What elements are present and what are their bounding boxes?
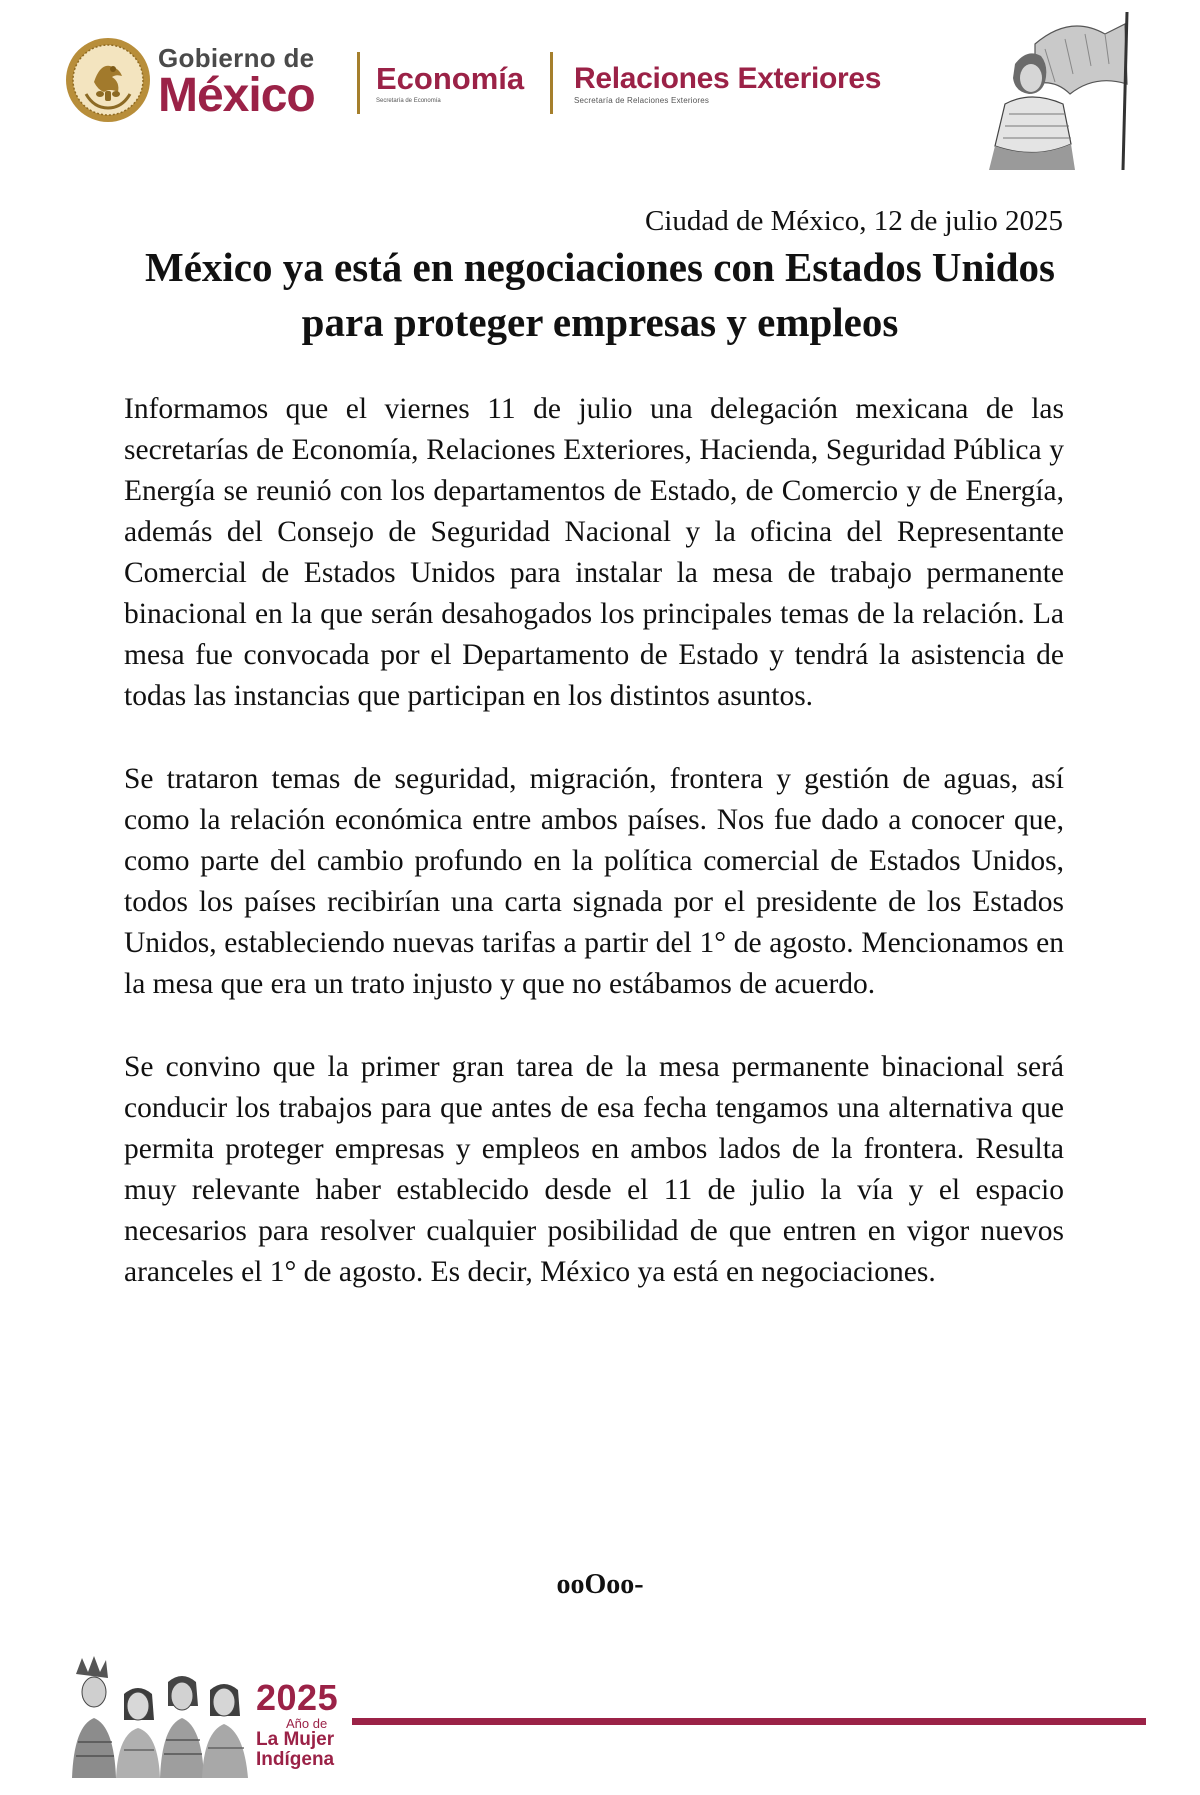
relaciones-logo-subtitle: Secretaría de Relaciones Exteriores: [574, 96, 710, 105]
year-logo-line2: La Mujer: [256, 1729, 335, 1750]
relaciones-exteriores-logo: [574, 62, 894, 106]
gobierno-de-mexico-logo: [158, 44, 348, 120]
indigenous-women-illustration: [68, 1656, 250, 1778]
logo-divider: [550, 52, 553, 114]
press-release-headline: México ya está en negociaciones con Estados Unidos para proteger empresas y empleos: [145, 244, 1055, 345]
footer-rule: [352, 1718, 1146, 1725]
press-release-body: [124, 389, 1064, 1335]
gobierno-logo-line1: Gobierno de: [158, 43, 315, 73]
year-of-indigenous-woman-logo: [256, 1677, 376, 1770]
economia-logo-subtitle: Secretaría de Economía: [376, 98, 441, 104]
year-logo-line1: Año de: [286, 1716, 328, 1731]
coat-of-arms-seal-icon: [64, 36, 152, 124]
year-number: 2025: [256, 1677, 339, 1718]
letterhead: [0, 0, 1200, 180]
dateline: Ciudad de México, 12 de julio 2025: [644, 205, 1063, 237]
body-paragraph: Se convino que la primer gran tarea de la mesa permanente binacional será conducir los trabajos para que antes de esa fecha tengamos una alternativa que permita proteger empresas y empleos en ambos lados de la frontera. Resulta muy relevante haber establecido desde el 11 de julio la vía y el espacio necesarios para resolver cualquier posibilidad de que entren en vigor nuevos aranceles el 1° de agosto. Es decir, México ya está en negociaciones.: [124, 1051, 1064, 1288]
woman-with-flag-illustration: [975, 4, 1135, 170]
body-paragraph: Informamos que el viernes 11 de julio una delegación mexicana de las secretarías de Economía, Relaciones Exteriores, Hacienda, Seguridad Pública y Energía se reunió con los departamentos de Estado, de Comercio y de Energía, además del Consejo de Seguridad Nacional y la oficina del Representante Comercial de Estados Unidos para instalar la mesa de trabajo permanente binacional en la que serán desahogados los principales temas de la relación. La mesa fue convocada por el Departamento de Estado y tendrá la asistencia de todas las instancias que participan en los distintos asuntos.: [124, 393, 1064, 712]
economia-logo-title: Economía: [376, 61, 525, 96]
year-logo-line3: Indígena: [256, 1749, 335, 1770]
relaciones-logo-title: Relaciones Exteriores: [574, 62, 882, 95]
gobierno-logo-line2: México: [158, 69, 315, 122]
body-paragraph: Se trataron temas de seguridad, migración, frontera y gestión de aguas, así como la relación económica entre ambos países. Nos fue dado a conocer que, como parte del cambio profundo en la política comercial de Estados Unidos, todos los países recibirían una carta signada por el presidente de los Estados Unidos, estableciendo nuevas tarifas a partir del 1° de agosto. Mencionamos en la mesa que era un trato injusto y que no estábamos de acuerdo.: [124, 763, 1064, 1000]
economia-logo: [376, 62, 541, 105]
closing-mark: ooOoo-: [556, 1569, 644, 1600]
logo-divider: [357, 52, 360, 114]
